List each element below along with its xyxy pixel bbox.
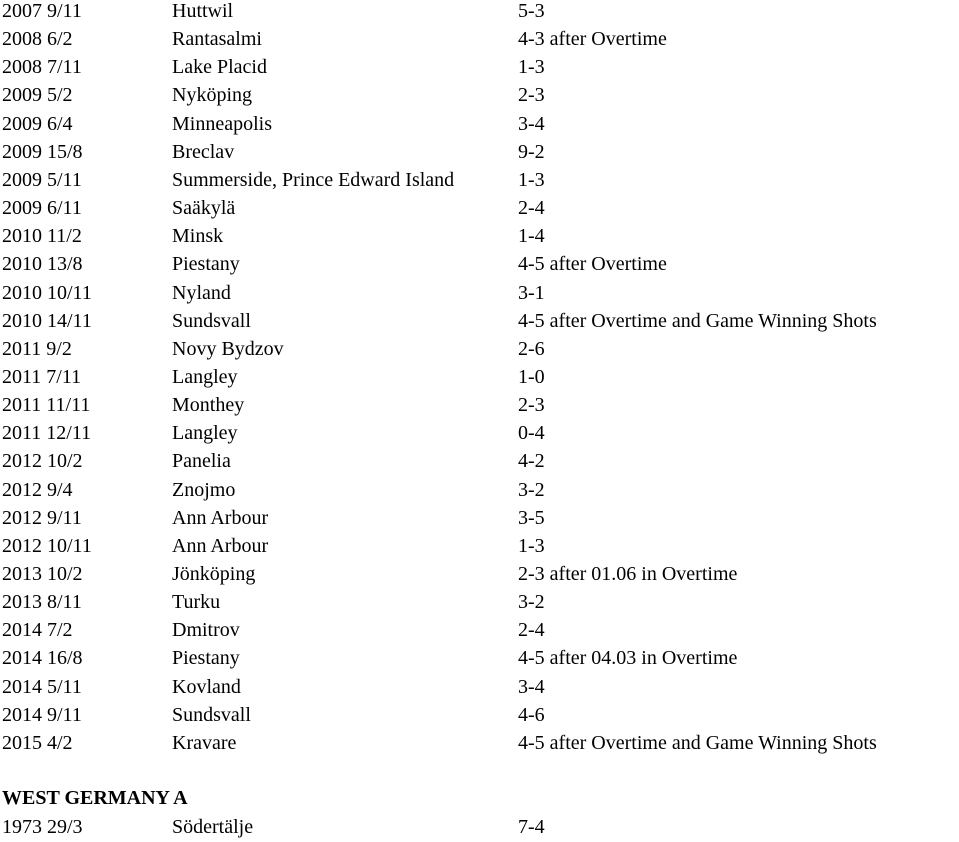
game-place: Ann Arbour <box>172 506 269 529</box>
game-date: 2010 10/11 <box>2 281 92 304</box>
game-place: Rantasalmi <box>172 28 262 51</box>
game-place: Piestany <box>172 253 240 276</box>
game-row <box>0 335 959 363</box>
game-row <box>0 532 959 560</box>
game-result: 4-6 <box>518 703 545 726</box>
game-place: Monthey <box>172 394 245 417</box>
game-row <box>0 391 959 419</box>
game-place: Sundsvall <box>172 309 251 332</box>
game-row <box>0 560 959 588</box>
game-result: 7-4 <box>518 816 545 838</box>
game-result: 4-5 after Overtime <box>518 253 667 276</box>
game-row <box>0 279 959 307</box>
game-row <box>0 0 959 25</box>
game-date: 2013 8/11 <box>2 591 82 614</box>
game-result: 1-3 <box>518 534 545 557</box>
game-date: 2012 10/2 <box>2 450 83 473</box>
game-place: Lake Placid <box>172 56 267 79</box>
game-date: 1973 29/3 <box>2 816 83 838</box>
game-result: 4-2 <box>518 450 545 473</box>
game-date: 2008 6/2 <box>2 28 73 51</box>
game-place: Znojmo <box>172 478 236 501</box>
game-place: Saäkylä <box>172 197 236 220</box>
game-place: Breclav <box>172 140 235 163</box>
game-result: 4-3 after Overtime <box>518 28 667 51</box>
game-row <box>0 53 959 81</box>
game-result: 3-1 <box>518 281 545 304</box>
game-place: Minneapolis <box>172 112 272 135</box>
game-date: 2015 4/2 <box>2 731 73 754</box>
game-result: 3-4 <box>518 675 545 698</box>
game-date: 2014 9/11 <box>2 703 82 726</box>
game-place: Nyköping <box>172 84 252 107</box>
game-date: 2012 9/4 <box>2 478 73 501</box>
game-place: Jönköping <box>172 563 256 585</box>
game-date: 2011 7/11 <box>2 365 82 388</box>
game-place: Novy Bydzov <box>172 337 284 360</box>
game-result: 5-3 <box>518 0 545 22</box>
game-row <box>0 419 959 447</box>
game-place: Kravare <box>172 731 237 754</box>
game-row <box>0 673 959 701</box>
game-result: 1-4 <box>518 225 545 248</box>
game-row <box>0 363 959 391</box>
game-row <box>0 588 959 616</box>
game-result: 4-5 after 04.03 in Overtime <box>518 647 738 670</box>
game-place: Piestany <box>172 647 240 670</box>
game-result: 0-4 <box>518 422 545 445</box>
game-result: 2-3 <box>518 394 545 417</box>
game-result: 3-2 <box>518 478 545 501</box>
game-date: 2007 9/11 <box>2 0 82 22</box>
game-row <box>0 616 959 644</box>
game-row <box>0 25 959 53</box>
game-row <box>0 447 959 475</box>
game-result: 1-0 <box>518 365 545 388</box>
section-heading: WEST GERMANY A <box>2 787 188 809</box>
game-row <box>0 110 959 138</box>
game-row <box>0 81 959 109</box>
game-place: Södertälje <box>172 816 254 838</box>
game-row <box>0 222 959 250</box>
game-place: Langley <box>172 365 238 388</box>
game-result: 2-3 <box>518 84 545 107</box>
game-row <box>0 138 959 166</box>
game-row <box>0 307 959 335</box>
game-date: 2011 11/11 <box>2 394 91 417</box>
game-row <box>0 166 959 194</box>
game-date: 2009 5/11 <box>2 168 82 191</box>
game-place: Turku <box>172 591 221 614</box>
game-date: 2009 6/11 <box>2 197 82 220</box>
game-row <box>0 504 959 532</box>
game-result: 1-3 <box>518 168 545 191</box>
game-row <box>0 250 959 278</box>
game-place: Minsk <box>172 225 224 248</box>
game-result: 2-4 <box>518 197 545 220</box>
game-date: 2012 9/11 <box>2 506 82 529</box>
game-row <box>0 813 959 841</box>
game-result: 3-2 <box>518 591 545 614</box>
game-date: 2010 11/2 <box>2 225 82 248</box>
game-place: Ann Arbour <box>172 534 269 557</box>
game-row <box>0 729 959 757</box>
game-result: 4-5 after Overtime and Game Winning Shots <box>518 309 877 332</box>
game-date: 2008 7/11 <box>2 56 82 79</box>
game-date: 2011 12/11 <box>2 422 92 445</box>
game-date: 2009 5/2 <box>2 84 73 107</box>
game-date: 2010 13/8 <box>2 253 83 276</box>
game-place: Kovland <box>172 675 241 698</box>
game-result: 1-3 <box>518 56 545 79</box>
game-row <box>0 644 959 672</box>
game-row <box>0 194 959 222</box>
game-row <box>0 701 959 729</box>
game-place: Summerside, Prince Edward Island <box>172 168 455 191</box>
game-result: 9-2 <box>518 140 545 163</box>
game-date: 2009 15/8 <box>2 140 83 163</box>
game-result: 4-5 after Overtime and Game Winning Shots <box>518 731 877 754</box>
game-result: 3-5 <box>518 506 545 529</box>
game-date: 2010 14/11 <box>2 309 92 332</box>
game-date: 2013 10/2 <box>2 563 83 585</box>
game-date: 2014 5/11 <box>2 675 82 698</box>
game-row <box>0 476 959 504</box>
game-result: 3-4 <box>518 112 545 135</box>
game-place: Nyland <box>172 281 231 304</box>
game-place: Sundsvall <box>172 703 251 726</box>
game-date: 2014 7/2 <box>2 619 73 642</box>
game-result: 2-6 <box>518 337 545 360</box>
game-date: 2011 9/2 <box>2 337 72 360</box>
game-place: Dmitrov <box>172 619 240 642</box>
game-result: 2-3 after 01.06 in Overtime <box>518 563 738 585</box>
game-date: 2014 16/8 <box>2 647 83 670</box>
game-date: 2012 10/11 <box>2 534 92 557</box>
game-place: Panelia <box>172 450 231 473</box>
game-place: Huttwil <box>172 0 234 22</box>
game-date: 2009 6/4 <box>2 112 73 135</box>
game-place: Langley <box>172 422 238 445</box>
game-result: 2-4 <box>518 619 545 642</box>
